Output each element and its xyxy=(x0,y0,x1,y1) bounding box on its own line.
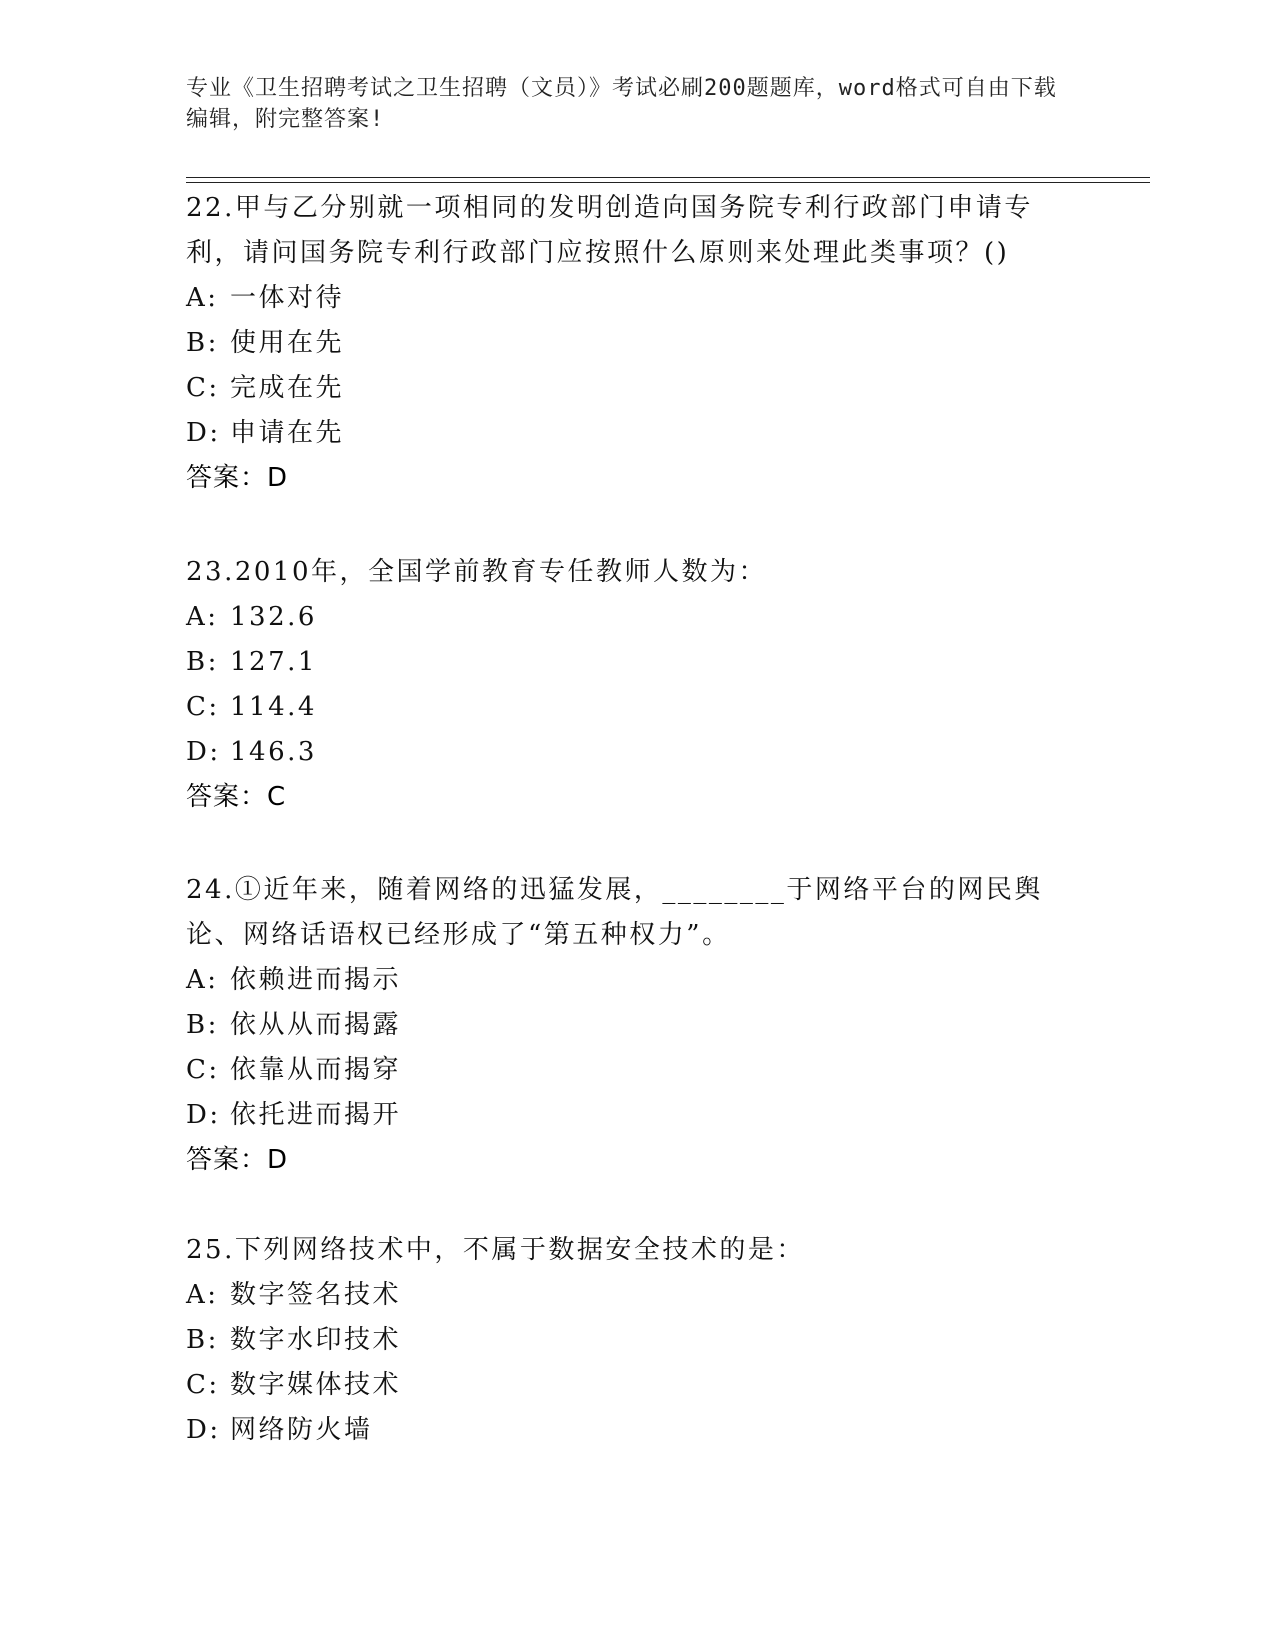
option-d xyxy=(186,730,1086,775)
option-text: 一体对待 xyxy=(230,283,345,313)
option-text: 数字水印技术 xyxy=(230,1325,402,1355)
question-stem: 22.甲与乙分别就一项相同的发明创造向国务院专利行政部门申请专利，请问国务院专利行政部门应按照什么原则来处理此类事项？() xyxy=(186,193,1033,268)
option-key: C: xyxy=(186,1055,220,1085)
option-d xyxy=(186,1408,1086,1453)
question-24 xyxy=(186,868,1086,1183)
option-key: C: xyxy=(186,1370,220,1400)
option-b xyxy=(186,321,1086,366)
option-text: 使用在先 xyxy=(230,328,345,358)
answer-line: 答案：D xyxy=(186,463,289,493)
option-text: 依靠从而揭穿 xyxy=(230,1055,402,1085)
option-text: 依从从而揭露 xyxy=(230,1010,402,1040)
option-a xyxy=(186,958,1086,1003)
header-divider-top xyxy=(186,177,1150,178)
option-text: 网络防火墙 xyxy=(230,1415,373,1445)
option-c xyxy=(186,366,1086,411)
option-d xyxy=(186,411,1086,456)
option-key: A: xyxy=(186,283,219,313)
option-key: B: xyxy=(186,1010,219,1040)
option-a xyxy=(186,1273,1086,1318)
option-key: A: xyxy=(186,602,219,632)
option-text: 依托进而揭开 xyxy=(230,1100,402,1130)
option-b xyxy=(186,640,1086,685)
option-key: D: xyxy=(186,737,221,767)
question-stem: 23.2010年，全国学前教育专任教师人数为： xyxy=(186,557,768,587)
option-key: D: xyxy=(186,1100,221,1130)
question-25 xyxy=(186,1228,1086,1453)
option-key: A: xyxy=(186,965,219,995)
option-key: A: xyxy=(186,1280,219,1310)
option-a xyxy=(186,276,1086,321)
option-key: C: xyxy=(186,373,220,403)
option-text: 127.1 xyxy=(230,647,317,677)
option-text: 132.6 xyxy=(230,602,317,632)
option-c xyxy=(186,1363,1086,1408)
header-divider-bottom xyxy=(186,182,1150,183)
option-d xyxy=(186,1093,1086,1138)
option-b xyxy=(186,1318,1086,1363)
option-text: 完成在先 xyxy=(230,373,345,403)
option-key: B: xyxy=(186,647,219,677)
option-text: 114.4 xyxy=(230,692,317,722)
option-text: 依赖进而揭示 xyxy=(230,965,402,995)
option-text: 数字签名技术 xyxy=(230,1280,402,1310)
option-text: 申请在先 xyxy=(230,418,345,448)
document-header: 专业《卫生招聘考试之卫生招聘（文员）》考试必刷200题题库，word格式可自由下载编辑，附完整答案! xyxy=(186,76,1057,132)
option-text: 146.3 xyxy=(230,737,317,767)
question-stem: 25.下列网络技术中，不属于数据安全技术的是： xyxy=(186,1235,805,1265)
option-key: D: xyxy=(186,418,221,448)
option-b xyxy=(186,1003,1086,1048)
option-key: B: xyxy=(186,328,219,358)
answer-line: 答案：D xyxy=(186,1145,289,1175)
option-a xyxy=(186,595,1086,640)
answer-line: 答案：C xyxy=(186,782,287,812)
option-key: C: xyxy=(186,692,220,722)
question-23 xyxy=(186,550,1086,820)
question-22 xyxy=(186,186,1086,501)
option-key: B: xyxy=(186,1325,219,1355)
option-text: 数字媒体技术 xyxy=(230,1370,402,1400)
question-stem: 24.①近年来，随着网络的迅猛发展，________于网络平台的网民舆论、网络话语权已经形成了“第五种权力”。 xyxy=(186,875,1043,950)
option-c xyxy=(186,1048,1086,1093)
option-key: D: xyxy=(186,1415,221,1445)
option-c xyxy=(186,685,1086,730)
